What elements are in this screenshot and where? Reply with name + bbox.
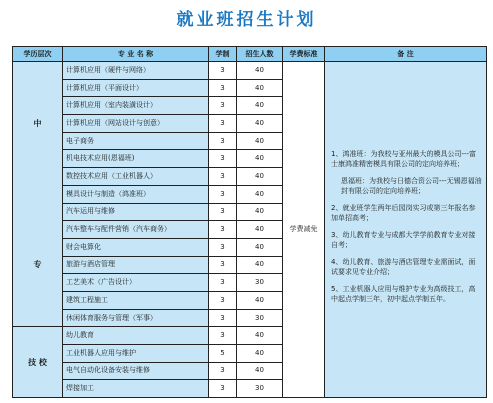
count-cell: 40 bbox=[237, 168, 283, 186]
major-cell: 数控技术应用（工业机器人） bbox=[63, 168, 209, 186]
system-cell: 3 bbox=[209, 238, 237, 256]
system-cell: 3 bbox=[209, 274, 237, 292]
system-cell: 3 bbox=[209, 309, 237, 327]
system-cell: 3 bbox=[209, 380, 237, 398]
page-title: 就业班招生计划 bbox=[176, 10, 317, 30]
major-cell: 工艺美术（广告设计） bbox=[63, 274, 209, 292]
table-row bbox=[13, 62, 487, 80]
enrollment-table bbox=[12, 46, 487, 398]
system-cell: 3 bbox=[209, 132, 237, 150]
count-cell: 40 bbox=[237, 327, 283, 345]
major-cell: 计算机应用（硬件与网络） bbox=[63, 62, 209, 80]
major-cell: 计算机应用（平面设计） bbox=[63, 79, 209, 97]
major-cell: 电气自动化设备安装与维修 bbox=[63, 362, 209, 380]
count-cell: 40 bbox=[237, 203, 283, 221]
system-cell: 3 bbox=[209, 221, 237, 239]
header-level: 学历层次 bbox=[13, 47, 63, 62]
notes-cell bbox=[325, 62, 487, 398]
major-cell: 汽车运用与维修 bbox=[63, 203, 209, 221]
major-cell: 计算机应用（网站设计与创意） bbox=[63, 115, 209, 133]
note-5: 5、工业机器人应用与维护专业为高级技工，高中起点学制三年，初中起点学制五年。 bbox=[331, 284, 476, 303]
note-1b: 恩福班：为我校与日德合资公司---无锡恩福油封有限公司的定向培养班； bbox=[341, 176, 482, 195]
count-cell: 40 bbox=[237, 221, 283, 239]
system-cell: 5 bbox=[209, 345, 237, 363]
system-cell: 3 bbox=[209, 79, 237, 97]
note-4: 4、幼儿教育、旅游与酒店管理专业需面试，面试要求见专业介绍； bbox=[331, 257, 476, 276]
count-cell: 40 bbox=[237, 150, 283, 168]
system-cell: 3 bbox=[209, 62, 237, 80]
count-cell: 40 bbox=[237, 238, 283, 256]
note-2: 2、就业班学生两年后园岗实习或第三年报名参加单招高考； bbox=[331, 203, 476, 222]
major-cell: 幼儿教育 bbox=[63, 327, 209, 345]
count-cell: 40 bbox=[237, 345, 283, 363]
count-cell: 40 bbox=[237, 62, 283, 80]
level-zhongzhuan-top: 中 bbox=[33, 119, 42, 129]
major-cell: 焊接加工 bbox=[63, 380, 209, 398]
system-cell: 3 bbox=[209, 291, 237, 309]
count-cell: 40 bbox=[237, 291, 283, 309]
count-cell: 30 bbox=[237, 309, 283, 327]
major-cell: 休闲体育服务与管理（军事） bbox=[63, 309, 209, 327]
header-system: 学制 bbox=[209, 47, 237, 62]
system-cell: 3 bbox=[209, 168, 237, 186]
fee-cell: 学费减免 bbox=[283, 62, 325, 398]
system-cell: 3 bbox=[209, 97, 237, 115]
system-cell: 3 bbox=[209, 115, 237, 133]
major-cell: 工业机器人应用与维护 bbox=[63, 345, 209, 363]
table-header-row bbox=[13, 47, 487, 62]
count-cell: 40 bbox=[237, 115, 283, 133]
count-cell: 40 bbox=[237, 97, 283, 115]
level-jixiao: 技 校 bbox=[13, 327, 63, 398]
system-cell: 3 bbox=[209, 327, 237, 345]
header-fee: 学费标准 bbox=[283, 47, 325, 62]
note-1: 1、鸿准班：为我校与亚州最大的模具公司---富士康鸿准精密模具有限公司的定向培养班； bbox=[331, 149, 477, 168]
major-cell: 旅游与酒店管理 bbox=[63, 256, 209, 274]
major-cell: 财会电算化 bbox=[63, 238, 209, 256]
major-cell: 机电技术应用(恩福班) bbox=[63, 150, 209, 168]
system-cell: 3 bbox=[209, 256, 237, 274]
level-zhongzhuan bbox=[13, 62, 63, 327]
major-cell: 电子商务 bbox=[63, 132, 209, 150]
system-cell: 3 bbox=[209, 362, 237, 380]
major-cell: 建筑工程施工 bbox=[63, 291, 209, 309]
count-cell: 40 bbox=[237, 79, 283, 97]
system-cell: 3 bbox=[209, 203, 237, 221]
count-cell: 30 bbox=[237, 274, 283, 292]
level-zhongzhuan-bottom: 专 bbox=[33, 260, 42, 270]
header-count: 招生人数 bbox=[237, 47, 283, 62]
system-cell: 3 bbox=[209, 150, 237, 168]
major-cell: 计算机应用（室内装潢设计） bbox=[63, 97, 209, 115]
count-cell: 40 bbox=[237, 185, 283, 203]
count-cell: 30 bbox=[237, 380, 283, 398]
major-cell: 模具设计与制造（鸿准班） bbox=[63, 185, 209, 203]
major-cell: 汽车整车与配件营销（汽车商务） bbox=[63, 221, 209, 239]
header-major: 专 业 名 称 bbox=[63, 47, 209, 62]
count-cell: 40 bbox=[237, 132, 283, 150]
note-3: 3、幼儿教育专业与成都大学学前教育专业对接自考； bbox=[331, 230, 476, 249]
count-cell: 40 bbox=[237, 362, 283, 380]
count-cell: 40 bbox=[237, 256, 283, 274]
header-notes: 备 注 bbox=[325, 47, 487, 62]
system-cell: 3 bbox=[209, 185, 237, 203]
